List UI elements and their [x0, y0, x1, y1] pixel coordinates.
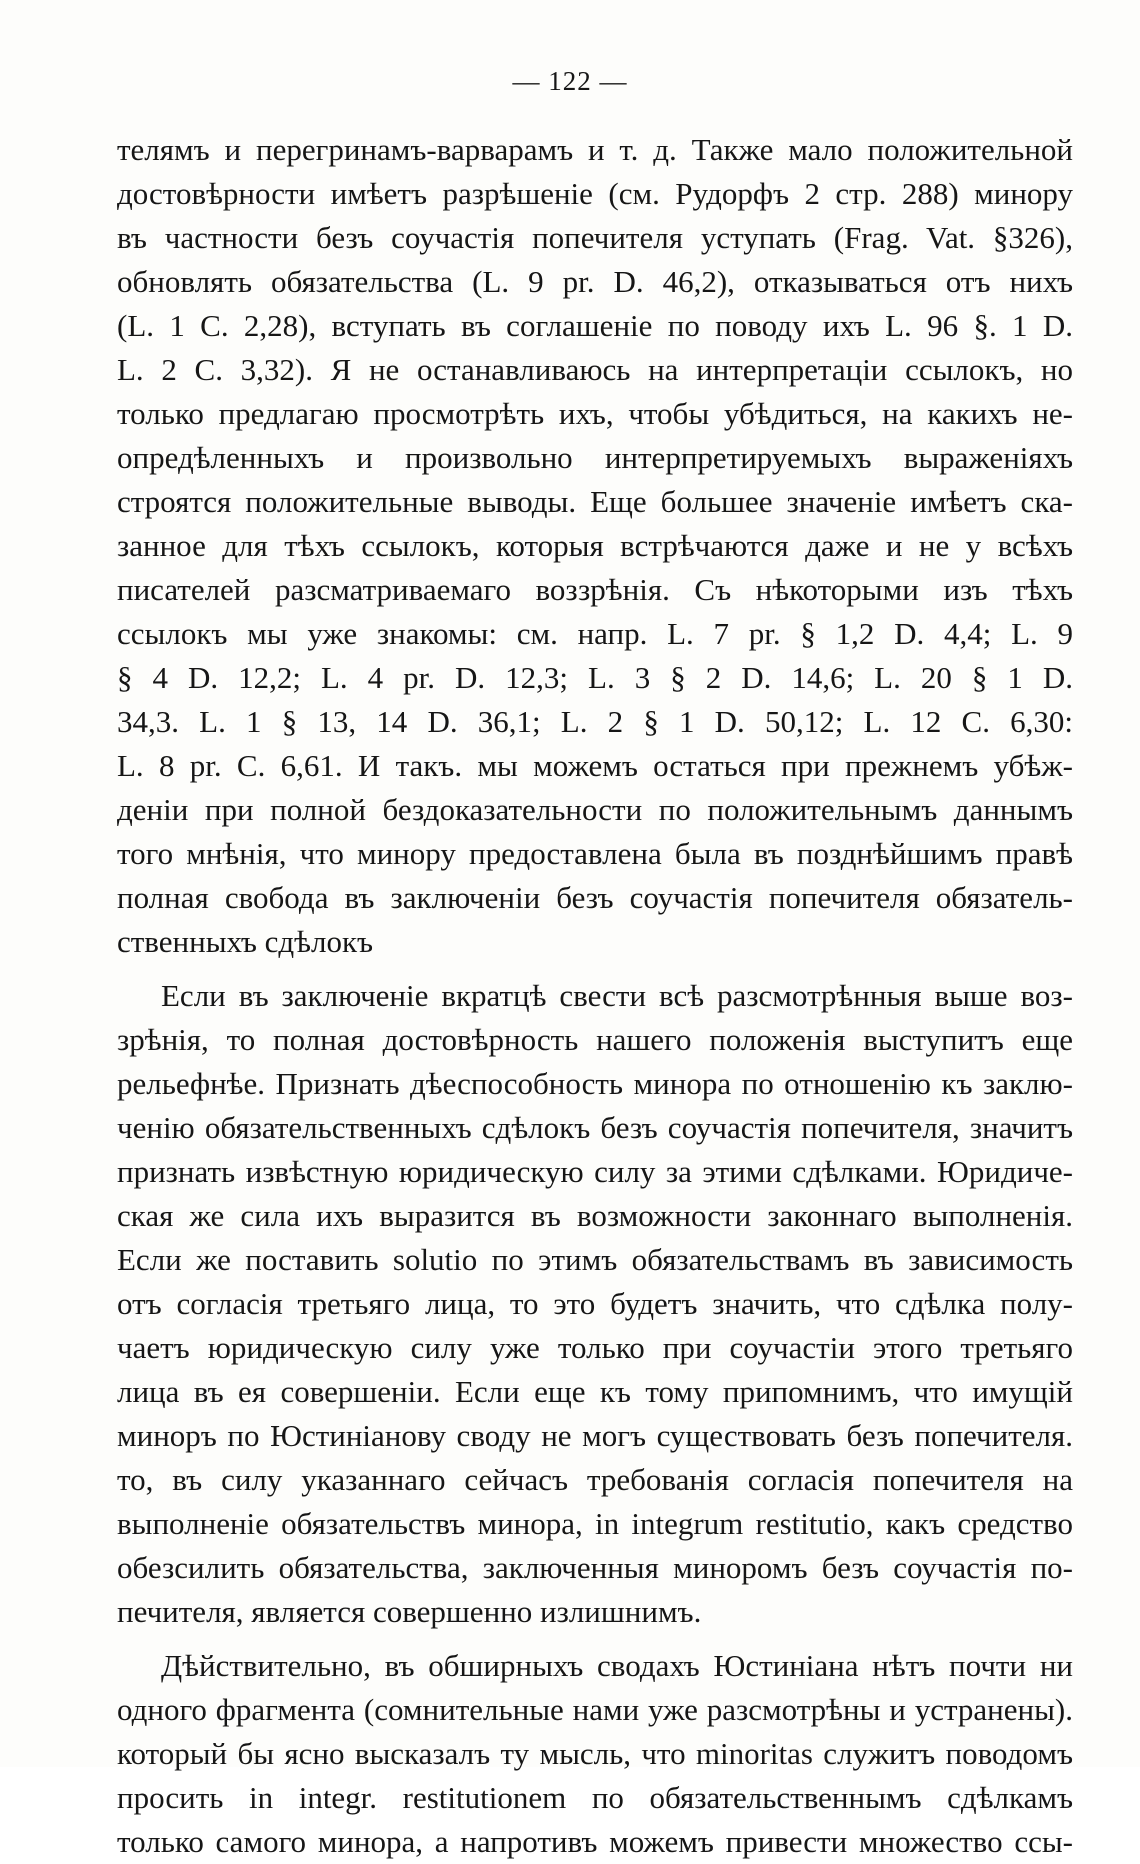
text-line: отъ согласія третьяго лица, то это будетъ значить, что сдѣлка полу- — [117, 1286, 1073, 1321]
text-line: строятся положительные выводы. Еще большее значеніе имѣетъ ска- — [117, 484, 1073, 519]
body-text — [117, 128, 1073, 1864]
text-line: Дѣйствительно, въ обширныхъ сводахъ Юстиніана нѣтъ почти ни — [161, 1648, 1073, 1683]
text-line: то, въ силу указаннаго сейчасъ требованія согласія попечителя на — [117, 1462, 1073, 1497]
text-line: только предлагаю просмотрѣть ихъ, чтобы убѣдиться, на какихъ не- — [117, 396, 1073, 431]
text-line: чаетъ юридическую силу уже только при соучастіи этого третьяго — [117, 1330, 1073, 1365]
page-number: — 122 — — [512, 66, 628, 96]
text-line: (L. 1 C. 2,28), вступать въ соглашеніе по поводу ихъ L. 96 §. 1 D. — [117, 308, 1073, 343]
text-line: Если же поставить solutio по этимъ обязательствамъ въ зависимость — [117, 1242, 1073, 1277]
text-line: просить in integr. restitutionem по обязательственнымъ сдѣлкамъ — [117, 1780, 1073, 1815]
text-line: который бы ясно высказалъ ту мысль, что minoritas служитъ поводомъ — [117, 1736, 1073, 1771]
text-line: L. 8 pr. C. 6,61. И такъ. мы можемъ остаться при прежнемъ убѣж- — [117, 748, 1073, 783]
paragraph-2 — [117, 974, 1073, 1634]
text-line: ственныхъ сдѣлокъ — [117, 924, 374, 959]
text-line: ссылокъ мы уже знакомы: см. напр. L. 7 pr. § 1,2 D. 4,4; L. 9 — [117, 616, 1073, 651]
text-line: ская же сила ихъ выразится въ возможности законнаго выполненія. — [117, 1198, 1073, 1233]
paragraph-gap — [117, 1634, 1073, 1644]
text-line: опредѣленныхъ и произвольно интерпретируемыхъ выраженіяхъ — [117, 440, 1073, 475]
text-line: полная свобода въ заключеніи безъ соучастія попечителя обязатель- — [117, 880, 1073, 915]
text-line: рельефнѣе. Признать дѣеспособность минора по отношенію къ заклю- — [117, 1066, 1073, 1101]
paragraph-1 — [117, 128, 1073, 964]
text-line: того мнѣнія, что минору предоставлена была въ позднѣйшимъ правѣ — [117, 836, 1073, 871]
text-line: зрѣнія, то полная достовѣрность нашего положенія выступитъ еще — [117, 1022, 1073, 1057]
text-line: 34,3. L. 1 § 13, 14 D. 36,1; L. 2 § 1 D. 50,12; L. 12 C. 6,30: — [117, 704, 1073, 739]
text-line: одного фрагмента (сомнительные нами уже разсмотрѣны и устранены). — [117, 1692, 1073, 1727]
text-line: L. 2 C. 3,32). Я не останавливаюсь на интерпретаціи ссылокъ, но — [117, 352, 1073, 387]
text-line: § 4 D. 12,2; L. 4 pr. D. 12,3; L. 3 § 2 D. 14,6; L. 20 § 1 D. — [117, 660, 1073, 695]
paragraph-gap — [117, 964, 1073, 974]
text-line: лица въ ея совершеніи. Если еще къ тому припомнимъ, что имущій — [117, 1374, 1073, 1409]
text-line: обезсилить обязательства, заключенныя миноромъ безъ соучастія по- — [117, 1550, 1073, 1585]
text-line: достовѣрности имѣетъ разрѣшеніе (см. Рудорфъ 2 стр. 288) минору — [117, 176, 1073, 211]
text-line: деніи при полной бездоказательности по положительнымъ даннымъ — [117, 792, 1073, 827]
text-line: миноръ по Юстиніанову своду не могъ существовать безъ попечителя. — [117, 1418, 1073, 1453]
text-line: занное для тѣхъ ссылокъ, которыя встрѣчаются даже и не у всѣхъ — [117, 528, 1073, 563]
text-line: писателей разсматриваемаго воззрѣнія. Съ нѣкоторыми изъ тѣхъ — [117, 572, 1073, 607]
text-line: ченію обязательственныхъ сдѣлокъ безъ соучастія попечителя, значитъ — [117, 1110, 1073, 1145]
text-line: обновлять обязательства (L. 9 pr. D. 46,2), отказываться отъ нихъ — [117, 264, 1073, 299]
text-line: печителя, является совершенно излишнимъ. — [117, 1594, 702, 1629]
text-line: выполненіе обязательствъ минора, in integrum restitutio, какъ средство — [117, 1506, 1073, 1541]
text-line: Если въ заключеніе вкратцѣ свести всѣ разсмотрѣнныя выше воз- — [161, 978, 1073, 1013]
paragraph-3 — [117, 1644, 1073, 1864]
text-line: признать извѣстную юридическую силу за этими сдѣлками. Юридиче- — [117, 1154, 1073, 1189]
text-line: только самого минора, а напротивъ можемъ привести множество ссы- — [117, 1824, 1073, 1859]
text-line: въ частности безъ соучастія попечителя уступать (Frag. Vat. §326), — [117, 220, 1073, 255]
text-line: телямъ и перегринамъ-варварамъ и т. д. Также мало положительной — [117, 132, 1073, 167]
